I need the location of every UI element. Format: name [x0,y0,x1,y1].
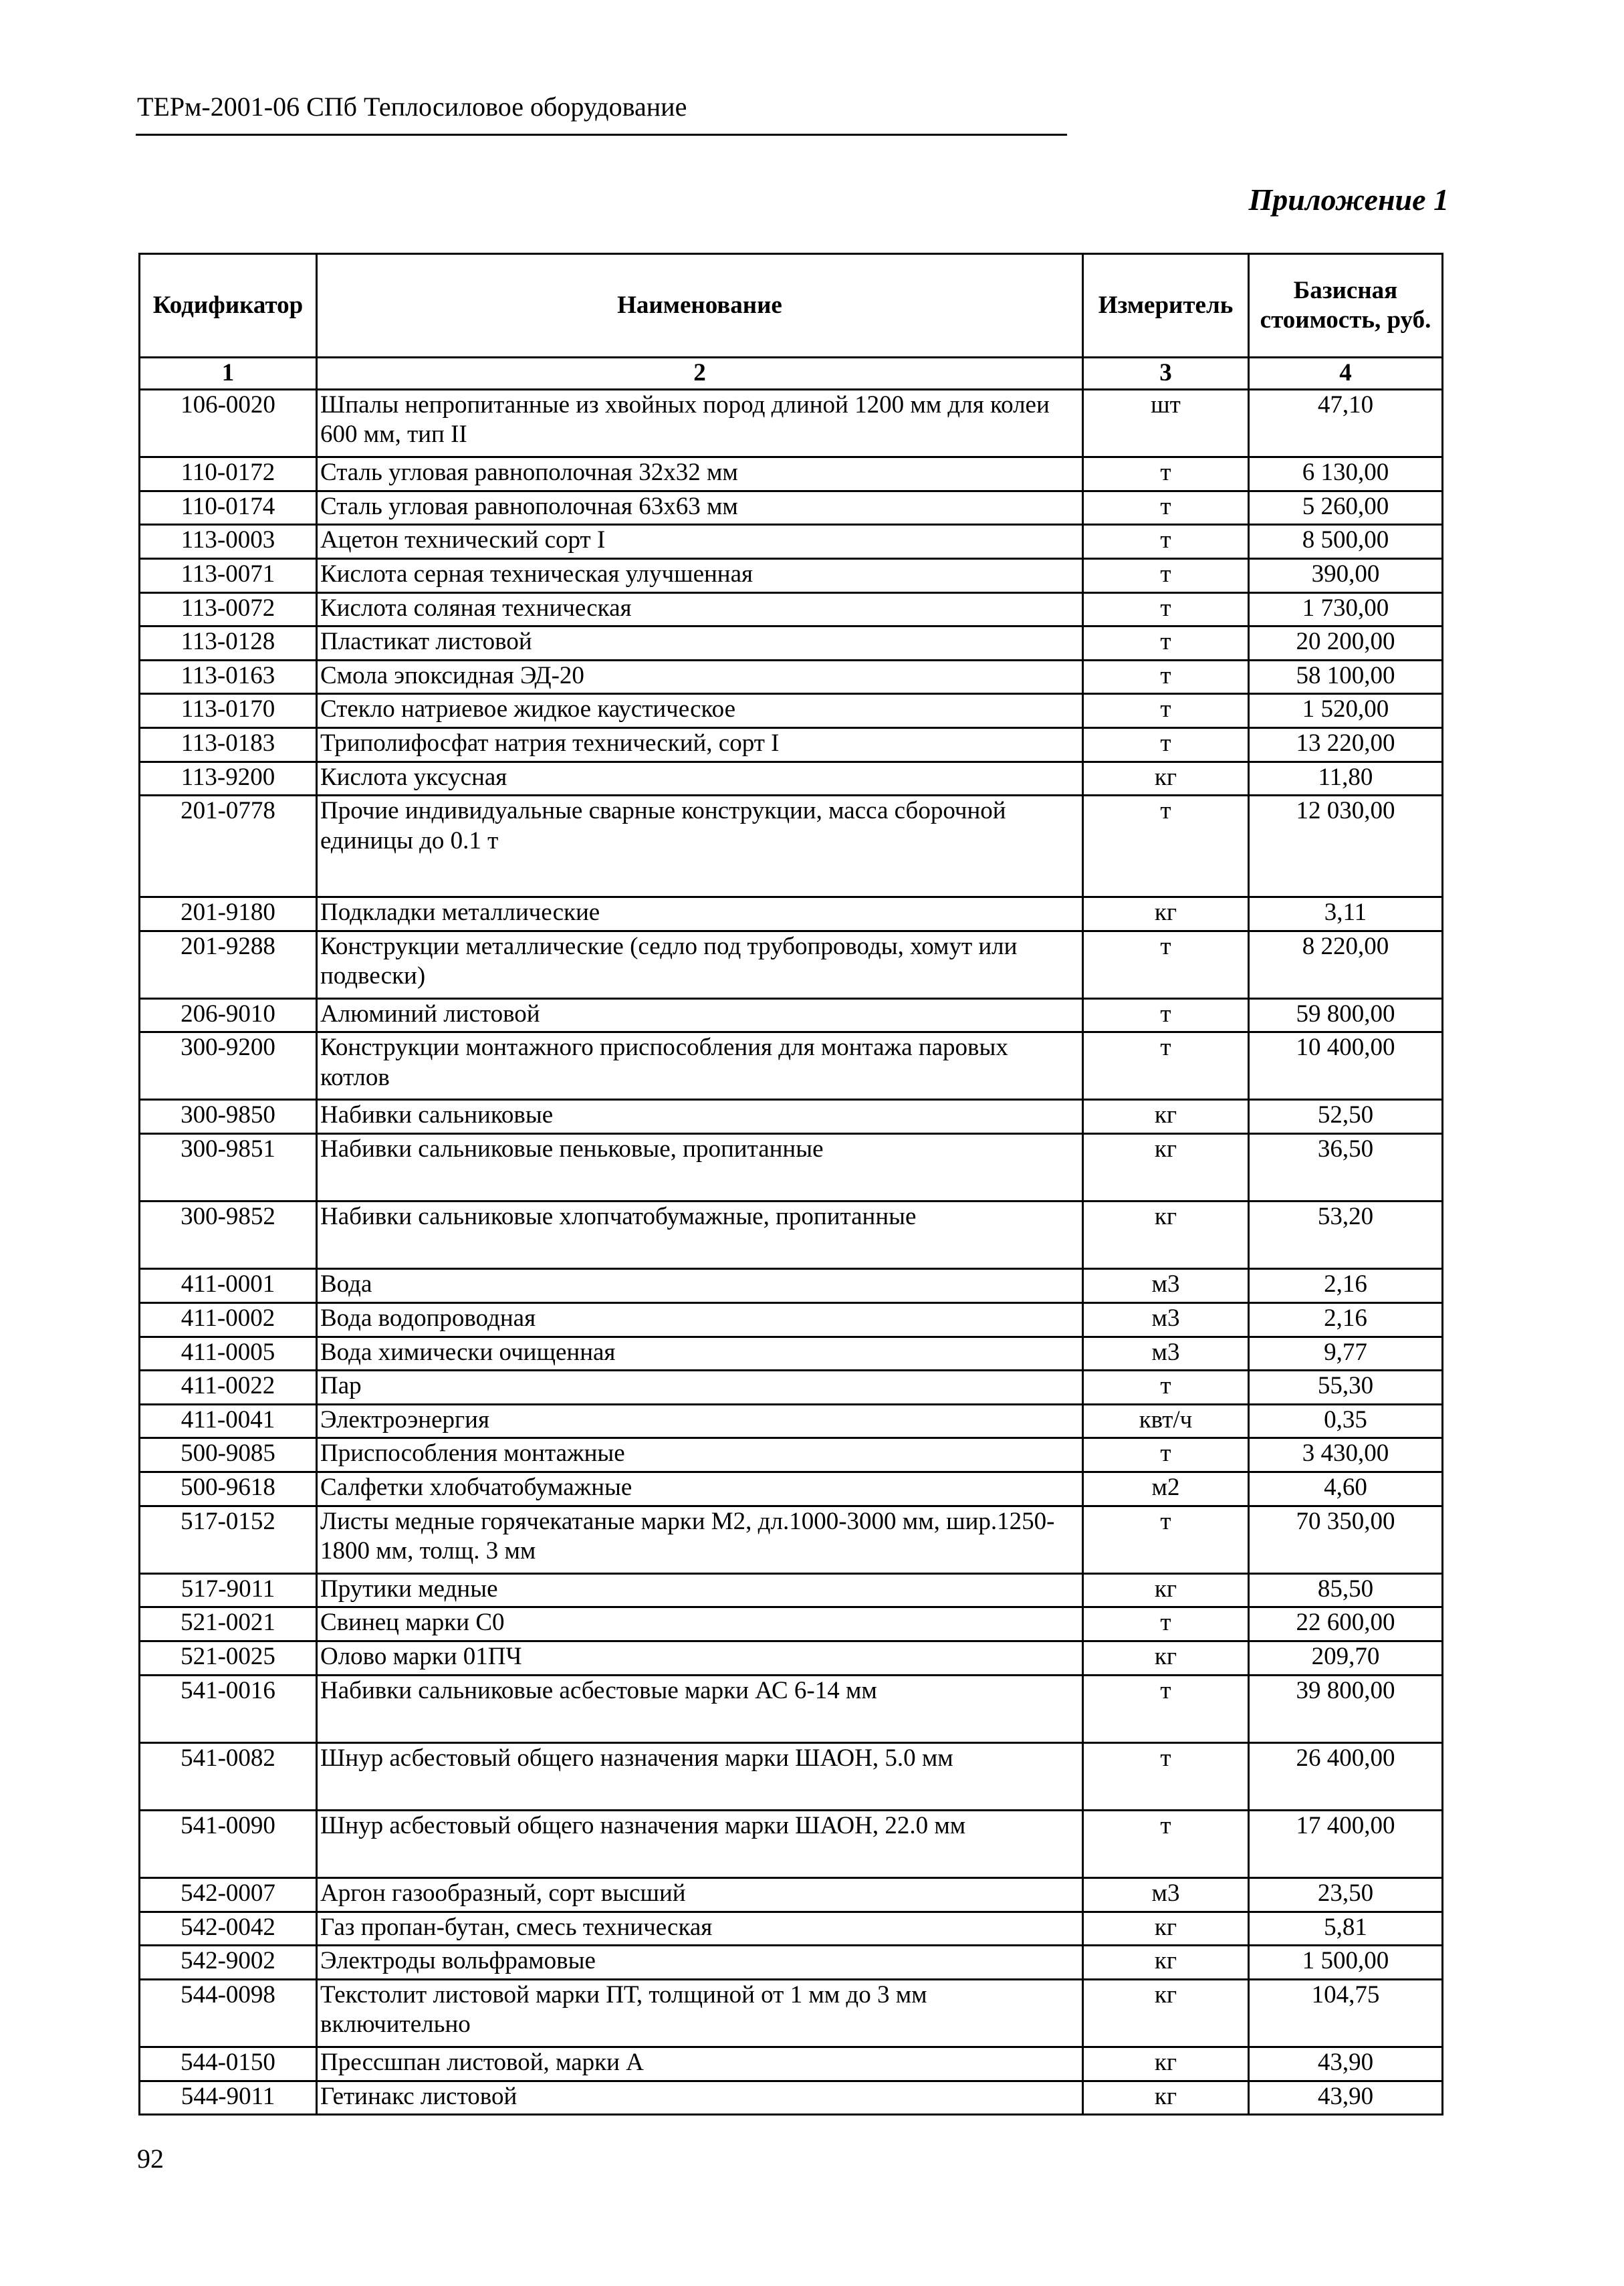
item-base-price: 0,35 [1249,1404,1443,1438]
item-base-price: 390,00 [1249,558,1443,592]
table-row [140,897,1443,931]
table-row [140,1100,1443,1134]
item-unit: квт/ч [1083,1404,1249,1438]
item-code: 541-0082 [140,1742,317,1810]
item-unit: т [1083,1438,1249,1472]
item-base-price: 59 800,00 [1249,998,1443,1032]
item-code: 113-0183 [140,727,317,762]
item-code: 106-0020 [140,390,317,457]
table-row [140,1337,1443,1371]
item-base-price: 1 520,00 [1249,694,1443,728]
table-row [140,727,1443,762]
item-name: Стекло натриевое жидкое каустическое [317,694,1083,728]
table-row [140,491,1443,525]
item-code: 411-0001 [140,1269,317,1303]
column-header-name: Наименование [317,254,1083,358]
item-base-price: 47,10 [1249,390,1443,457]
item-unit: т [1083,796,1249,897]
column-header-code: Кодификатор [140,254,317,358]
item-name: Аргон газообразный, сорт высший [317,1878,1083,1912]
table-row [140,1641,1443,1675]
item-unit: кг [1083,1979,1249,2047]
item-unit: кг [1083,1946,1249,1980]
item-code: 500-9618 [140,1472,317,1506]
item-name: Шнур асбестовый общего назначения марки ШАОН, 5.0 мм [317,1742,1083,1810]
item-code: 300-9200 [140,1032,317,1100]
item-unit: т [1083,558,1249,592]
item-unit: т [1083,1371,1249,1405]
item-name: Вода [317,1269,1083,1303]
item-code: 201-9180 [140,897,317,931]
item-name: Приспособления монтажные [317,1438,1083,1472]
item-name: Вода химически очищенная [317,1337,1083,1371]
item-code: 300-9850 [140,1100,317,1134]
table-row [140,1371,1443,1405]
table-row [140,1878,1443,1912]
item-base-price: 3 430,00 [1249,1438,1443,1472]
item-base-price: 6 130,00 [1249,457,1443,491]
item-base-price: 13 220,00 [1249,727,1443,762]
item-base-price: 17 400,00 [1249,1810,1443,1877]
item-name: Смола эпоксидная ЭД-20 [317,660,1083,694]
item-code: 521-0025 [140,1641,317,1675]
item-code: 517-0152 [140,1506,317,1573]
item-name: Электроэнергия [317,1404,1083,1438]
item-name: Олово марки 01ПЧ [317,1641,1083,1675]
item-unit: т [1083,1742,1249,1810]
item-unit: м3 [1083,1337,1249,1371]
column-number: 2 [317,358,1083,390]
item-base-price: 2,16 [1249,1269,1443,1303]
page-number: 92 [137,2144,164,2174]
item-code: 110-0172 [140,457,317,491]
item-code: 500-9085 [140,1438,317,1472]
table-row [140,1404,1443,1438]
item-name: Гетинакс листовой [317,2081,1083,2115]
item-name: Шнур асбестовый общего назначения марки ШАОН, 22.0 мм [317,1810,1083,1877]
item-unit: т [1083,1032,1249,1100]
item-code: 544-0150 [140,2047,317,2081]
column-header-price: Базисная стоимость, руб. [1249,254,1443,358]
item-unit: кг [1083,897,1249,931]
table-row [140,998,1443,1032]
item-code: 113-0170 [140,694,317,728]
item-unit: м3 [1083,1878,1249,1912]
table-row [140,2047,1443,2081]
item-base-price: 2,16 [1249,1303,1443,1337]
item-code: 113-0163 [140,660,317,694]
table-row [140,1675,1443,1742]
item-code: 542-0007 [140,1878,317,1912]
table-row [140,1472,1443,1506]
item-base-price: 43,90 [1249,2047,1443,2081]
item-unit: кг [1083,1202,1249,1269]
table-row [140,1438,1443,1472]
item-name: Кислота соляная техническая [317,592,1083,626]
item-code: 300-9852 [140,1202,317,1269]
item-base-price: 4,60 [1249,1472,1443,1506]
item-base-price: 9,77 [1249,1337,1443,1371]
item-code: 411-0041 [140,1404,317,1438]
item-unit: т [1083,525,1249,559]
item-base-price: 209,70 [1249,1641,1443,1675]
document-header-title: ТЕРм-2001-06 СПб Теплосиловое оборудование [137,92,687,122]
item-unit: м2 [1083,1472,1249,1506]
table-row [140,762,1443,796]
item-name: Набивки сальниковые пеньковые, пропитанные [317,1134,1083,1202]
item-base-price: 52,50 [1249,1100,1443,1134]
item-base-price: 1 730,00 [1249,592,1443,626]
item-unit: кг [1083,1641,1249,1675]
item-code: 113-0072 [140,592,317,626]
table-row [140,660,1443,694]
item-code: 541-0090 [140,1810,317,1877]
column-number: 4 [1249,358,1443,390]
item-code: 517-9011 [140,1573,317,1607]
table-row [140,626,1443,661]
table-header-row [140,254,1443,358]
column-number: 3 [1083,358,1249,390]
table-row [140,1810,1443,1877]
table-row [140,1742,1443,1810]
table-row [140,796,1443,897]
item-name: Прутики медные [317,1573,1083,1607]
item-name: Конструкции монтажного приспособления для монтажа паровых котлов [317,1032,1083,1100]
item-base-price: 39 800,00 [1249,1675,1443,1742]
item-base-price: 8 220,00 [1249,931,1443,998]
item-unit: т [1083,694,1249,728]
item-base-price: 70 350,00 [1249,1506,1443,1573]
table-body [140,390,1443,2115]
item-code: 542-0042 [140,1912,317,1946]
item-base-price: 22 600,00 [1249,1607,1443,1641]
item-name: Конструкции металлические (седло под трубопроводы, хомут или подвески) [317,931,1083,998]
table-row [140,525,1443,559]
item-name: Газ пропан-бутан, смесь техническая [317,1912,1083,1946]
item-unit: т [1083,998,1249,1032]
table-row [140,1506,1443,1573]
item-unit: т [1083,931,1249,998]
item-name: Салфетки хлобчатобумажные [317,1472,1083,1506]
item-code: 201-0778 [140,796,317,897]
item-code: 113-0071 [140,558,317,592]
item-code: 206-9010 [140,998,317,1032]
item-unit: т [1083,1506,1249,1573]
item-base-price: 5 260,00 [1249,491,1443,525]
item-name: Сталь угловая равнополочная 63х63 мм [317,491,1083,525]
item-unit: т [1083,1607,1249,1641]
item-unit: кг [1083,762,1249,796]
table-row [140,1607,1443,1641]
item-name: Набивки сальниковые хлопчатобумажные, пропитанные [317,1202,1083,1269]
item-unit: м3 [1083,1303,1249,1337]
table-row [140,1946,1443,1980]
item-code: 300-9851 [140,1134,317,1202]
item-name: Алюминий листовой [317,998,1083,1032]
item-name: Подкладки металлические [317,897,1083,931]
item-code: 544-0098 [140,1979,317,2047]
item-unit: т [1083,660,1249,694]
item-code: 113-0003 [140,525,317,559]
table-row [140,1573,1443,1607]
table-row [140,457,1443,491]
item-code: 110-0174 [140,491,317,525]
item-name: Вода водопроводная [317,1303,1083,1337]
item-code: 411-0005 [140,1337,317,1371]
item-base-price: 53,20 [1249,1202,1443,1269]
item-name: Набивки сальниковые [317,1100,1083,1134]
item-base-price: 23,50 [1249,1878,1443,1912]
item-name: Пластикат листовой [317,626,1083,661]
table-row [140,1912,1443,1946]
item-base-price: 55,30 [1249,1371,1443,1405]
item-name: Ацетон технический сорт I [317,525,1083,559]
item-name: Триполифосфат натрия технический, сорт I [317,727,1083,762]
item-base-price: 20 200,00 [1249,626,1443,661]
table-row [140,558,1443,592]
table-row [140,390,1443,457]
item-base-price: 43,90 [1249,2081,1443,2115]
column-number: 1 [140,358,317,390]
item-name: Кислота уксусная [317,762,1083,796]
item-base-price: 5,81 [1249,1912,1443,1946]
item-name: Электроды вольфрамовые [317,1946,1083,1980]
column-header-unit: Измеритель [1083,254,1249,358]
item-unit: кг [1083,2047,1249,2081]
item-code: 411-0002 [140,1303,317,1337]
table-row [140,1979,1443,2047]
item-name: Прочие индивидуальные сварные конструкции, масса сборочной единицы до 0.1 т [317,796,1083,897]
table-row [140,1134,1443,1202]
item-unit: м3 [1083,1269,1249,1303]
item-unit: кг [1083,1912,1249,1946]
item-base-price: 10 400,00 [1249,1032,1443,1100]
item-name: Кислота серная техническая улучшенная [317,558,1083,592]
item-unit: шт [1083,390,1249,457]
item-base-price: 104,75 [1249,1979,1443,2047]
column-number-row [140,358,1443,390]
item-unit: кг [1083,1100,1249,1134]
item-name: Текстолит листовой марки ПТ, толщиной от 1 мм до 3 мм включительно [317,1979,1083,2047]
table-row [140,1303,1443,1337]
item-code: 541-0016 [140,1675,317,1742]
item-unit: т [1083,457,1249,491]
header-divider [136,134,1067,136]
table-row [140,2081,1443,2115]
item-name: Прессшпан листовой, марки А [317,2047,1083,2081]
item-code: 521-0021 [140,1607,317,1641]
item-code: 113-9200 [140,762,317,796]
item-code: 542-9002 [140,1946,317,1980]
table-row [140,592,1443,626]
item-base-price: 36,50 [1249,1134,1443,1202]
item-unit: т [1083,592,1249,626]
item-name: Листы медные горячекатаные марки М2, дл.1000-3000 мм, шир.1250-1800 мм, толщ. 3 мм [317,1506,1083,1573]
item-unit: т [1083,626,1249,661]
item-base-price: 85,50 [1249,1573,1443,1607]
appendix-label: Приложение 1 [1248,183,1449,217]
item-unit: т [1083,491,1249,525]
item-code: 411-0022 [140,1371,317,1405]
item-unit: кг [1083,1573,1249,1607]
item-unit: т [1083,727,1249,762]
table-row [140,931,1443,998]
table-row [140,1032,1443,1100]
item-unit: т [1083,1675,1249,1742]
table-row [140,1202,1443,1269]
item-name: Шпалы непропитанные из хвойных пород длиной 1200 мм для колеи 600 мм, тип II [317,390,1083,457]
item-code: 201-9288 [140,931,317,998]
item-base-price: 8 500,00 [1249,525,1443,559]
item-unit: кг [1083,1134,1249,1202]
table-row [140,1269,1443,1303]
item-base-price: 3,11 [1249,897,1443,931]
item-name: Пар [317,1371,1083,1405]
item-base-price: 11,80 [1249,762,1443,796]
item-name: Свинец марки С0 [317,1607,1083,1641]
materials-price-table [138,253,1441,2116]
item-base-price: 26 400,00 [1249,1742,1443,1810]
item-base-price: 12 030,00 [1249,796,1443,897]
item-unit: т [1083,1810,1249,1877]
item-name: Сталь угловая равнополочная 32х32 мм [317,457,1083,491]
item-unit: кг [1083,2081,1249,2115]
item-name: Набивки сальниковые асбестовые марки АС 6-14 мм [317,1675,1083,1742]
item-base-price: 58 100,00 [1249,660,1443,694]
item-base-price: 1 500,00 [1249,1946,1443,1980]
table-row [140,694,1443,728]
item-code: 544-9011 [140,2081,317,2115]
item-code: 113-0128 [140,626,317,661]
